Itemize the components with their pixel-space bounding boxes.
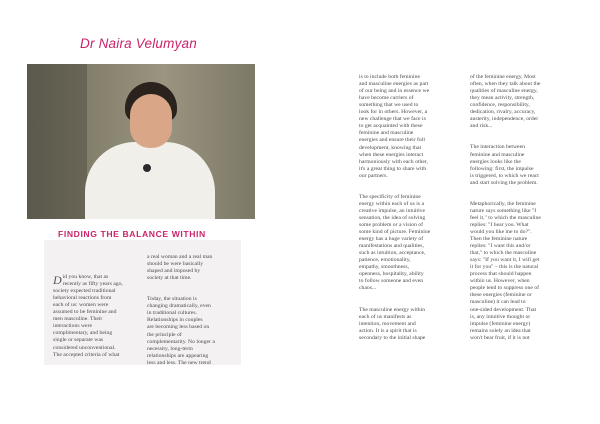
column-3 bbox=[359, 67, 459, 356]
column-4-paragraph-2: The interaction between feminine and masculine energies looks like the following: first, the impulse is triggered, to which we react and start solving the problem. bbox=[470, 144, 539, 186]
photo-background bbox=[27, 64, 87, 219]
column-4 bbox=[470, 67, 575, 356]
column-2 bbox=[147, 247, 239, 381]
photo-necklace bbox=[143, 164, 151, 172]
article-heading: FINDING THE BALANCE WITHIN bbox=[58, 229, 206, 239]
photo-shirt bbox=[85, 142, 215, 219]
author-photo bbox=[27, 64, 255, 219]
column-2-paragraph-1: a real woman and a real man should be were basically shaped and imposed by society at that time. bbox=[147, 254, 213, 282]
author-name: Dr Naira Velumyan bbox=[80, 36, 197, 51]
photo-face bbox=[130, 94, 172, 148]
column-4-paragraph-1: of the feminine energy. Most often, when they talk about the qualities of masculine energy, they mean activity, strength, confidence, responsibility, dedication, rivalry, accuracy, austerity, independence, order and risk... bbox=[470, 74, 541, 130]
drop-cap: D bbox=[53, 273, 62, 288]
column-2-paragraph-2: Today, the situation is changing dramatically, even in traditional cultures. Relationships in couples are becoming less based on the principle of complementarity. No longer a necessity, long-term relationships are appearing less and less. The new trend bbox=[147, 296, 215, 366]
column-3-paragraph-1: is to include both feminine and masculine energies as part of our being and in essence we have become carriers of something that we used to look for in others. However, a new challenge that we face is to get acquainted with these feminine and masculine energies and ensure their full development, knowing that when these energies interact harmoniously with each other, it's a great thing to share with our partners. bbox=[359, 74, 430, 179]
column-4-paragraph-3: Metaphorically, the feminine nature says something like "I feel it," to which the masculine replies: "I hear you. What would you like me to do?". Then the feminine nature replies: "I want this and/or that," to which the masculine says: "If you want it, I will get it for you" – this is the natural process that should happen within us. However, when people tend to suppress one of these energies (feminine or masculine) it can lead to one-sided development. That is, any intuitive thought or impulse (feminine energy) remains solely an idea that won't bear fruit, if it is not bbox=[470, 200, 541, 341]
column-3-paragraph-3: The masculine energy within each of us manifests as intention, movement and action. It is a spirit that is secondary to the initial shape bbox=[359, 306, 426, 341]
column-1-text: id you know, that as recently as fifty years ago, society expected traditional behavioral reactions from each of us: women were assumed to be feminine and men masculine. Their interactions were complimentary, and being single or separate was considered unconventional. The accepted criteria of what bbox=[53, 274, 123, 358]
column-1 bbox=[53, 267, 145, 359]
column-3-paragraph-2: The specificity of feminine energy within each of us is a creative impulse, an intuitive sensation, the idea of solving some problem or a vision of some kind of picture. Feminine energy has a huge variety of manifestations and qualities, such as intuition, acceptance, patience, emotionality, empathy, smoothness, openness, hospitality, ability to follow someone and even chaos... bbox=[359, 193, 431, 292]
